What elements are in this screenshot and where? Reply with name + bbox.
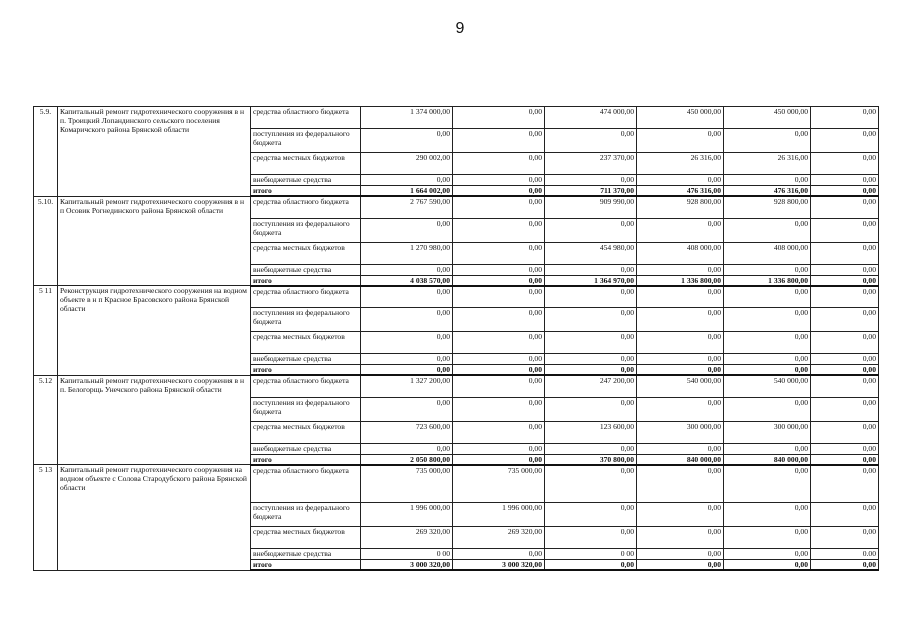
amount-cell: 540 000,00: [724, 375, 811, 397]
amount-cell: 0,00: [453, 421, 545, 443]
amount-cell: 0,00: [811, 264, 879, 275]
amount-cell: 0,00: [811, 153, 879, 175]
amount-cell: 0,00: [811, 242, 879, 264]
amount-cell: 0,00: [453, 332, 545, 354]
funding-source: итого: [251, 560, 361, 571]
amount-cell: 0,00: [724, 218, 811, 242]
amount-cell: 1 364 970,00: [545, 275, 637, 286]
amount-cell: 735 000,00: [453, 465, 545, 503]
amount-cell: 0,00: [637, 365, 724, 376]
funding-source: внебюджетные средства: [251, 549, 361, 560]
funding-source: итого: [251, 454, 361, 465]
section-title: Капитальный ремонт гидротехнического сооружения в н п Осовик Рогнединского района Брянской области: [58, 196, 251, 286]
amount-cell: 0,00: [453, 129, 545, 153]
amount-cell: 0,00: [637, 503, 724, 527]
amount-cell: 0,00: [453, 397, 545, 421]
amount-cell: 0,00: [637, 560, 724, 571]
amount-cell: 0,00: [453, 175, 545, 186]
amount-cell: 735 000,00: [361, 465, 453, 503]
funding-source: поступления из федерального бюджета: [251, 218, 361, 242]
amount-cell: 1 996 000,00: [453, 503, 545, 527]
section-title: Капитальный ремонт гидротехнического сооружения на водном объекте с Солова Стародубского района Брянской области: [58, 465, 251, 571]
amount-cell: 909 990,00: [545, 196, 637, 218]
amount-cell: 0,00: [453, 365, 545, 376]
amount-cell: 0,00: [361, 129, 453, 153]
amount-cell: 269 320,00: [361, 527, 453, 549]
amount-cell: 0,00: [361, 264, 453, 275]
amount-cell: 0,00: [811, 286, 879, 308]
amount-cell: 0 00: [361, 549, 453, 560]
amount-cell: 2 050 800,00: [361, 454, 453, 465]
amount-cell: 0,00: [453, 218, 545, 242]
funding-source: средства областного бюджета: [251, 196, 361, 218]
amount-cell: 0,00: [545, 465, 637, 503]
table-row: [34, 375, 879, 397]
funding-source: поступления из федерального бюджета: [251, 503, 361, 527]
amount-cell: 0,00: [811, 365, 879, 376]
amount-cell: 0 00: [545, 549, 637, 560]
amount-cell: 0,00: [811, 354, 879, 365]
amount-cell: 0.00: [811, 549, 879, 560]
amount-cell: 4 038 570,00: [361, 275, 453, 286]
section-title: Капитальный ремонт гидротехнического сооружения в н п. Белогорщь Унечского района Брянской области: [58, 375, 251, 465]
amount-cell: 0,00: [637, 308, 724, 332]
amount-cell: 0,00: [545, 397, 637, 421]
amount-cell: 0,00: [637, 175, 724, 186]
amount-cell: 408 000,00: [724, 242, 811, 264]
amount-cell: 1 336 800,00: [724, 275, 811, 286]
amount-cell: 0,00: [811, 107, 879, 129]
amount-cell: 0,00: [453, 308, 545, 332]
amount-cell: 0,00: [637, 354, 724, 365]
funding-source: внебюджетные средства: [251, 443, 361, 454]
funding-source: средства местных бюджетов: [251, 332, 361, 354]
amount-cell: 0,00: [637, 549, 724, 560]
amount-cell: 0,00: [545, 218, 637, 242]
amount-cell: 300 000,00: [637, 421, 724, 443]
amount-cell: 0,00: [811, 196, 879, 218]
amount-cell: 408 000,00: [637, 242, 724, 264]
amount-cell: 0,00: [811, 175, 879, 186]
amount-cell: 269 320,00: [453, 527, 545, 549]
amount-cell: 840 000,00: [724, 454, 811, 465]
amount-cell: 0,00: [724, 365, 811, 376]
table-row: [34, 196, 879, 218]
amount-cell: 237 370,00: [545, 153, 637, 175]
funding-source: средства местных бюджетов: [251, 242, 361, 264]
budget-table: [33, 106, 879, 571]
budget-table-body: [34, 107, 879, 571]
funding-source: итого: [251, 186, 361, 197]
amount-cell: 3 000 320,00: [361, 560, 453, 571]
amount-cell: 0,00: [811, 527, 879, 549]
amount-cell: 0,00: [811, 421, 879, 443]
amount-cell: 0,00: [724, 465, 811, 503]
amount-cell: 0,00: [811, 560, 879, 571]
amount-cell: 0,00: [453, 186, 545, 197]
amount-cell: 1 336 800,00: [637, 275, 724, 286]
section-title: Капитальный ремонт гидротехнического сооружения в н п. Троицкий Лопандинского сельского поселения Комаричского района Брянской области: [58, 107, 251, 197]
amount-cell: 0,00: [361, 443, 453, 454]
section-code: 5.10.: [34, 196, 58, 286]
amount-cell: 540 000,00: [637, 375, 724, 397]
amount-cell: 0,00: [637, 332, 724, 354]
amount-cell: 0,00: [811, 465, 879, 503]
amount-cell: 840 000,00: [637, 454, 724, 465]
amount-cell: 0,00: [453, 549, 545, 560]
amount-cell: 0,00: [637, 286, 724, 308]
amount-cell: 290 002,00: [361, 153, 453, 175]
amount-cell: 0,00: [453, 264, 545, 275]
amount-cell: 0,00: [545, 365, 637, 376]
amount-cell: 0,00: [453, 153, 545, 175]
funding-source: внебюджетные средства: [251, 264, 361, 275]
amount-cell: 474 000,00: [545, 107, 637, 129]
amount-cell: 0,00: [453, 443, 545, 454]
amount-cell: 0,00: [361, 354, 453, 365]
amount-cell: 0,00: [811, 275, 879, 286]
funding-source: средства областного бюджета: [251, 465, 361, 503]
amount-cell: 0,00: [453, 354, 545, 365]
amount-cell: 1 996 000,00: [361, 503, 453, 527]
table-row: [34, 465, 879, 503]
amount-cell: 0,00: [724, 286, 811, 308]
amount-cell: 0,00: [724, 443, 811, 454]
amount-cell: 0,00: [811, 308, 879, 332]
section-title: Реконструкция гидротехнического сооружения на водном объекте в н п Красное Брасовского района Брянской области: [58, 286, 251, 376]
amount-cell: 0,00: [811, 454, 879, 465]
amount-cell: 928 800,00: [637, 196, 724, 218]
amount-cell: 0,00: [545, 286, 637, 308]
amount-cell: 0,00: [724, 503, 811, 527]
amount-cell: 247 200,00: [545, 375, 637, 397]
amount-cell: 0,00: [453, 286, 545, 308]
amount-cell: 0,00: [545, 354, 637, 365]
funding-source: средства местных бюджетов: [251, 421, 361, 443]
amount-cell: 476 316,00: [724, 186, 811, 197]
section-code: 5.12: [34, 375, 58, 465]
amount-cell: 0,00: [453, 275, 545, 286]
amount-cell: 0,00: [545, 264, 637, 275]
table-row: [34, 286, 879, 308]
amount-cell: 0,00: [724, 308, 811, 332]
amount-cell: 0,00: [811, 443, 879, 454]
amount-cell: 370 800,00: [545, 454, 637, 465]
amount-cell: 0,00: [545, 527, 637, 549]
amount-cell: 0,00: [545, 560, 637, 571]
amount-cell: 0,00: [361, 332, 453, 354]
table-row: [34, 107, 879, 129]
amount-cell: 450 000,00: [724, 107, 811, 129]
amount-cell: 0,00: [811, 332, 879, 354]
amount-cell: 0,00: [361, 365, 453, 376]
amount-cell: 1 374 000,00: [361, 107, 453, 129]
amount-cell: 0,00: [637, 218, 724, 242]
amount-cell: 0,00: [545, 503, 637, 527]
amount-cell: 0,00: [724, 264, 811, 275]
amount-cell: 0,00: [361, 286, 453, 308]
amount-cell: 0,00: [545, 443, 637, 454]
amount-cell: 0,00: [811, 186, 879, 197]
amount-cell: 0,00: [361, 218, 453, 242]
amount-cell: 0,00: [811, 129, 879, 153]
funding-source: внебюджетные средства: [251, 354, 361, 365]
funding-source: средства областного бюджета: [251, 107, 361, 129]
amount-cell: 0,00: [637, 527, 724, 549]
amount-cell: 476 316,00: [637, 186, 724, 197]
funding-source: итого: [251, 365, 361, 376]
section-code: 5.9.: [34, 107, 58, 197]
funding-source: поступления из федерального бюджета: [251, 308, 361, 332]
funding-source: поступления из федерального бюджета: [251, 397, 361, 421]
section-code: 5 13: [34, 465, 58, 571]
funding-source: средства местных бюджетов: [251, 527, 361, 549]
page-number: 9: [455, 20, 465, 37]
amount-cell: 0,00: [453, 375, 545, 397]
funding-source: итого: [251, 275, 361, 286]
amount-cell: 26 316,00: [637, 153, 724, 175]
amount-cell: 1 664 002,00: [361, 186, 453, 197]
amount-cell: 0,00: [453, 196, 545, 218]
amount-cell: 0,00: [724, 354, 811, 365]
amount-cell: 2 767 590,00: [361, 196, 453, 218]
amount-cell: 454 980,00: [545, 242, 637, 264]
funding-source: средства местных бюджетов: [251, 153, 361, 175]
amount-cell: 723 600,00: [361, 421, 453, 443]
amount-cell: 1 270 980,00: [361, 242, 453, 264]
amount-cell: 0,00: [724, 549, 811, 560]
amount-cell: 0,00: [637, 129, 724, 153]
amount-cell: 0,00: [637, 264, 724, 275]
amount-cell: 711 370,00: [545, 186, 637, 197]
amount-cell: 300 000,00: [724, 421, 811, 443]
amount-cell: 0,00: [361, 175, 453, 186]
amount-cell: 928 800,00: [724, 196, 811, 218]
amount-cell: 0,00: [361, 308, 453, 332]
amount-cell: 0,00: [724, 560, 811, 571]
amount-cell: 0,00: [724, 397, 811, 421]
amount-cell: 1 327 200,00: [361, 375, 453, 397]
funding-source: средства областного бюджета: [251, 375, 361, 397]
amount-cell: 0,00: [545, 129, 637, 153]
amount-cell: 0,00: [637, 465, 724, 503]
amount-cell: 3 000 320,00: [453, 560, 545, 571]
amount-cell: 0,00: [453, 107, 545, 129]
section-code: 5 11: [34, 286, 58, 376]
amount-cell: 450 000,00: [637, 107, 724, 129]
amount-cell: 0,00: [545, 175, 637, 186]
funding-source: средства областного бюджета: [251, 286, 361, 308]
amount-cell: 0,00: [811, 397, 879, 421]
funding-source: внебюджетные средства: [251, 175, 361, 186]
amount-cell: 0,00: [724, 332, 811, 354]
amount-cell: 0,00: [811, 503, 879, 527]
amount-cell: 123 600,00: [545, 421, 637, 443]
amount-cell: 0,00: [811, 218, 879, 242]
amount-cell: 0,00: [724, 527, 811, 549]
amount-cell: 0,00: [724, 175, 811, 186]
amount-cell: 0,00: [637, 397, 724, 421]
amount-cell: 0,00: [453, 454, 545, 465]
amount-cell: 0,00: [545, 308, 637, 332]
amount-cell: 0,00: [453, 242, 545, 264]
amount-cell: 26 316,00: [724, 153, 811, 175]
funding-source: поступления из федерального бюджета: [251, 129, 361, 153]
amount-cell: 0,00: [361, 397, 453, 421]
amount-cell: 0,00: [811, 375, 879, 397]
amount-cell: 0,00: [724, 129, 811, 153]
amount-cell: 0,00: [637, 443, 724, 454]
amount-cell: 0,00: [545, 332, 637, 354]
